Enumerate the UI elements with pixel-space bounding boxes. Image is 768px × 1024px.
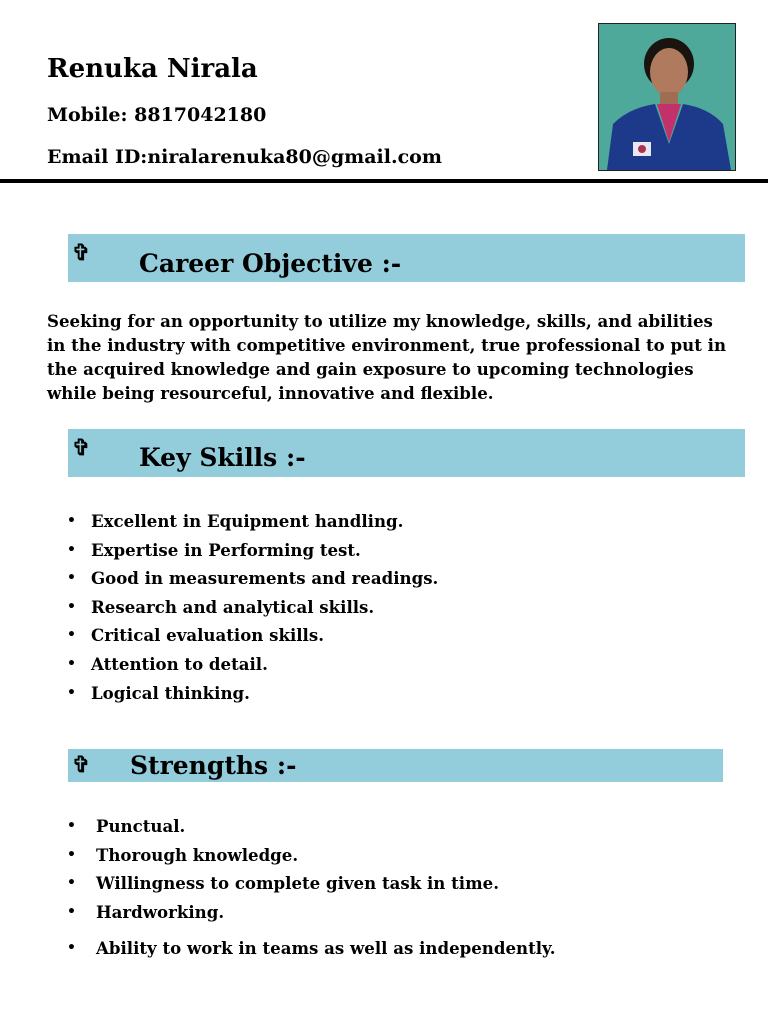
list-item: • Attention to detail. (67, 650, 667, 679)
mobile-number: Mobile: 8817042180 (47, 104, 267, 126)
bullet-icon: • (67, 940, 76, 957)
list-item: • Good in measurements and readings. (67, 564, 667, 593)
career-objective-text: Seeking for an opportunity to utilize my knowledge, skills, and abilities in the industry with competitive environment, true professional to put in the acquired knowledge and gain exposure to upcoming technologies while being resourceful, innovative and flexible. (47, 311, 727, 403)
profile-photo-illustration (599, 24, 735, 170)
bullet-icon: • (67, 627, 76, 644)
key-skills-bar (68, 429, 745, 477)
list-item: • Expertise in Performing test. (67, 536, 667, 565)
bullet-icon: • (67, 655, 76, 672)
list-item: • Ability to work in teams as well as independently. (67, 934, 667, 963)
strengths-list (67, 812, 667, 963)
bullet-icon: • (67, 570, 76, 587)
key-skills-list (67, 507, 667, 707)
list-item: • Willingness to complete given task in time. (67, 869, 667, 898)
cross-icon: ✞ (72, 752, 91, 778)
bullet-icon: • (67, 684, 76, 701)
strengths-title: Strengths :- (130, 751, 297, 780)
bullet-icon: • (67, 875, 76, 892)
cross-icon: ✞ (72, 435, 91, 461)
career-objective-bar (68, 234, 745, 282)
header-divider (0, 179, 768, 183)
list-item: • Research and analytical skills. (67, 593, 667, 622)
profile-photo (598, 23, 736, 171)
bullet-icon: • (67, 818, 76, 834)
strengths-bar (68, 749, 723, 782)
list-item: • Hardworking. (67, 898, 667, 927)
list-item: • Logical thinking. (67, 679, 667, 708)
list-item: • Punctual. (67, 812, 667, 841)
cross-icon: ✞ (72, 240, 91, 266)
key-skills-title: Key Skills :- (139, 443, 306, 472)
bullet-icon: • (67, 598, 76, 615)
email-address: Email ID:niralarenuka80@gmail.com (47, 146, 442, 168)
list-item: • Thorough knowledge. (67, 841, 667, 870)
career-objective-title: Career Objective :- (139, 249, 402, 278)
bullet-icon: • (67, 903, 76, 920)
bullet-icon: • (67, 541, 76, 558)
bullet-icon: • (67, 846, 76, 863)
bullet-icon: • (67, 513, 76, 529)
list-item: • Excellent in Equipment handling. (67, 507, 667, 536)
candidate-name: Renuka Nirala (47, 54, 258, 84)
list-item: • Critical evaluation skills. (67, 621, 667, 650)
